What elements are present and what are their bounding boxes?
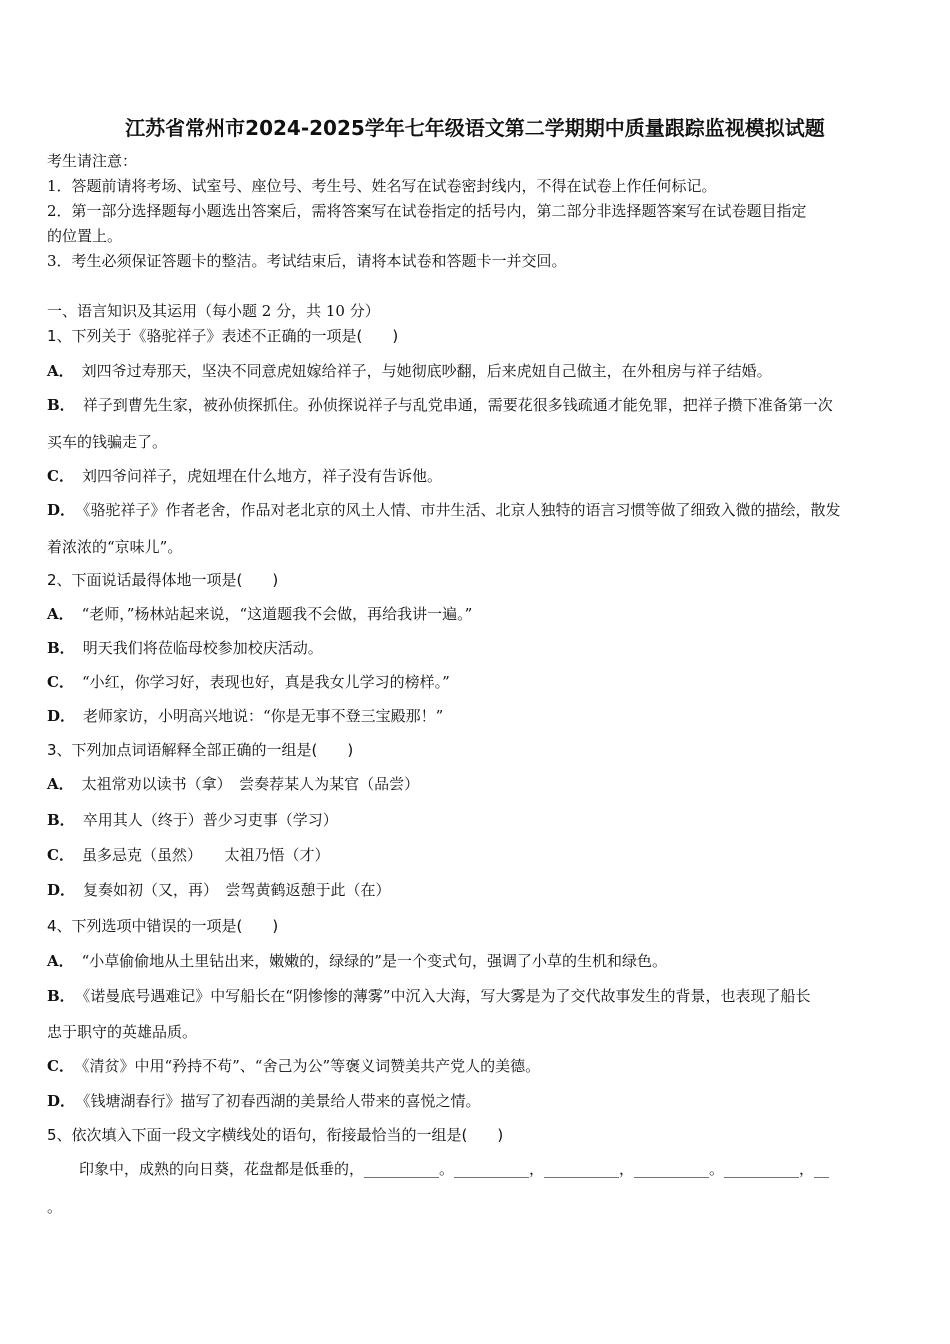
q3-option-d: [47, 879, 907, 901]
option-label: C．: [47, 1057, 74, 1075]
option-text: “小草偷偷地从土里钻出来，嫩嫩的，绿绿的”是一个变式句，强调了小草的生机和绿色。: [81, 952, 667, 970]
option-label: C．: [47, 467, 74, 485]
option-label: C．: [47, 673, 74, 691]
option-label: B．: [47, 396, 75, 414]
notice-item-3: 3．考生必须保证答题卡的整洁。考试结束后，请将本试卷和答题卡一并交回。: [47, 252, 567, 270]
q2-option-d: [47, 705, 907, 727]
option-text: 刘四爷问祥子，虎妞埋在什么地方，祥子没有告诉他。: [81, 467, 442, 485]
q5-passage-cont: 。: [47, 1198, 63, 1216]
q1-option-a: [47, 360, 907, 382]
option-label: C．: [47, 846, 74, 864]
q2-option-a: [47, 603, 907, 625]
option-label: D．: [47, 707, 76, 725]
option-text: 《诺曼底号遇难记》中写船长在“阴惨惨的薄雾”中沉入大海，写大雾是为了交代故事发生的背景，也表现了船长: [82, 987, 811, 1005]
q3-option-a: [47, 773, 907, 795]
q4-stem: 4、下列选项中错误的一项是( ): [47, 917, 279, 935]
option-text: 刘四爷过寿那天，坚决不同意虎妞嫁给祥子，与她彻底吵翻，后来虎妞自己做主，在外租房与祥子结婚。: [81, 362, 772, 380]
q3-option-b: [47, 809, 907, 831]
option-text: 《骆驼祥子》作者老舍，作品对老北京的风土人情、市井生活、北京人独特的语言习惯等做了细致入微的描绘，散发: [83, 501, 841, 519]
q1-option-b: [47, 394, 907, 416]
q4-option-b: [47, 985, 907, 1007]
q2-option-b: [47, 637, 907, 659]
q1-option-c: [47, 465, 907, 487]
page-title: 江苏省常州市2024-2025学年七年级语文第二学期期中质量跟踪监视模拟试题: [125, 116, 825, 140]
q1-option-d-cont: 着浓浓的“京味儿”。: [47, 538, 183, 556]
option-text: 《钱塘湖春行》描写了初春西湖的美景给人带来的喜悦之情。: [83, 1092, 481, 1110]
q1-option-b-cont: 买车的钱骗走了。: [47, 433, 168, 451]
option-label: D．: [47, 881, 76, 899]
q5-stem: 5、依次填入下面一段文字横线处的语句，衔接最恰当的一组是( ): [47, 1126, 504, 1144]
option-text: 太祖常劝以读书（拿） 尝奏荐某人为某官（品尝）: [81, 775, 420, 793]
q3-option-c: [47, 844, 907, 866]
option-label: B．: [47, 987, 75, 1005]
q4-option-d: [47, 1090, 907, 1112]
option-label: A．: [47, 362, 74, 380]
option-label: A．: [47, 605, 74, 623]
option-label: D．: [47, 501, 76, 519]
q1-stem: 1、下列关于《骆驼祥子》表述不正确的一项是( ): [47, 327, 399, 345]
q4-option-c: [47, 1055, 907, 1077]
option-label: A．: [47, 775, 74, 793]
option-label: B．: [47, 639, 75, 657]
q5-passage: 印象中，成熟的向日葵，花盘都是低垂的，__________。__________，__________，__________。__________，__: [79, 1160, 830, 1178]
q2-option-c: [47, 671, 907, 693]
option-label: A．: [47, 952, 74, 970]
option-text: 明天我们将莅临母校参加校庆活动。: [82, 639, 323, 657]
notice-item-2-cont: 的位置上。: [47, 227, 123, 245]
q3-stem: 3、下列加点词语解释全部正确的一组是( ): [47, 741, 354, 759]
option-text: “老师，”杨林站起来说，“这道题我不会做，再给我讲一遍。”: [81, 605, 473, 623]
notice-heading: 考生请注意：: [47, 152, 138, 170]
option-label: B．: [47, 811, 75, 829]
notice-item-2: 2．第一部分选择题每小题选出答案后，需将答案写在试卷指定的括号内，第二部分非选择题答案写在试卷题目指定: [47, 202, 807, 220]
option-text: 卒用其人（终于）普少习吏事（学习）: [82, 811, 338, 829]
q2-stem: 2、下面说话最得体地一项是( ): [47, 571, 279, 589]
section-heading: 一、语言知识及其运用（每小题 2 分，共 10 分）: [47, 302, 380, 320]
option-text: 《清贫》中用“矜持不苟”、“舍己为公”等褒义词赞美共产党人的美德。: [81, 1057, 541, 1075]
option-text: “小红，你学习好，表现也好，真是我女儿学习的榜样。”: [81, 673, 450, 691]
q1-option-d: [47, 499, 907, 521]
q4-option-b-cont: 忠于职守的英雄品质。: [47, 1023, 198, 1041]
q4-option-a: [47, 950, 907, 972]
option-text: 复奏如初（又，再） 尝驾黄鹤返憩于此（在）: [83, 881, 391, 899]
notice-item-1: 1．答题前请将考场、试室号、座位号、考生号、姓名写在试卷密封线内，不得在试卷上作任何标记。: [47, 177, 717, 195]
option-label: D．: [47, 1092, 76, 1110]
option-text: 老师家访，小明高兴地说：“你是无事不登三宝殿那！”: [83, 707, 444, 725]
option-text: 祥子到曹先生家，被孙侦探抓住。孙侦探说祥子与乱党串通，需要花很多钱疏通才能免罪，把祥子攒下准备第一次: [82, 396, 833, 414]
option-text: 虽多忌克（虽然） 太祖乃悟（才）: [81, 846, 330, 864]
